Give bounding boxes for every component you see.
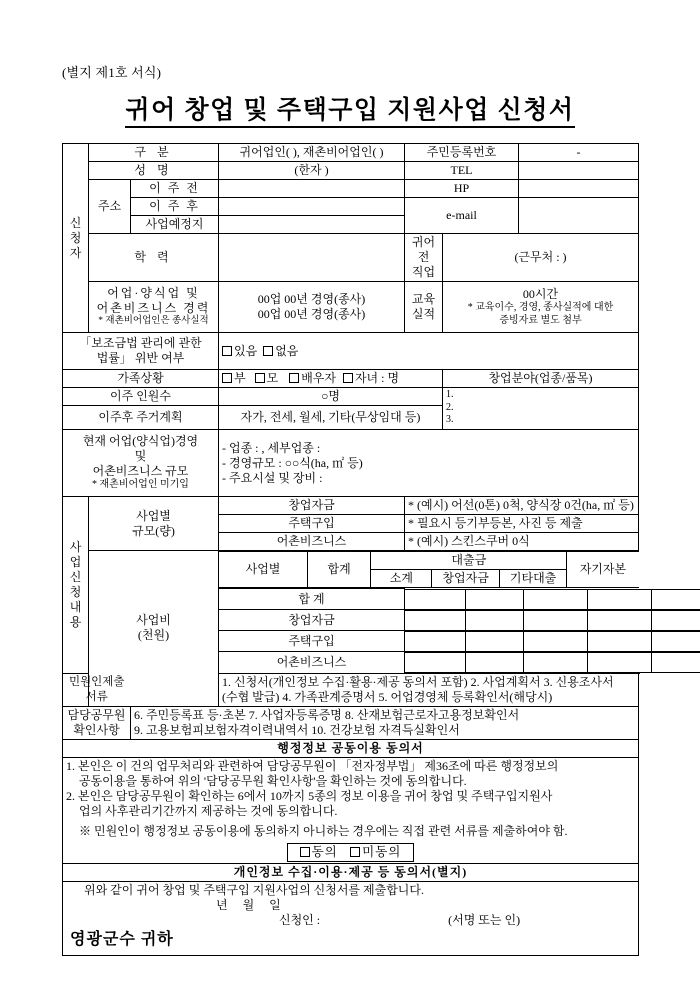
label-address-before: 이 주 전 — [131, 180, 219, 198]
checkbox-family-spouse[interactable] — [289, 373, 299, 383]
label-current-scale-line1: 현재 어업(양식업)경영 — [82, 434, 199, 449]
value-hp[interactable] — [519, 180, 639, 198]
cost-row-name-0: 합 계 — [219, 589, 405, 610]
startup-field-item-2: 2. — [446, 401, 454, 413]
table-row-admin-consent-body — [63, 757, 639, 864]
closing-block — [63, 882, 639, 956]
label-family-spouse: 배우자 — [301, 371, 336, 385]
table-row-name — [63, 162, 639, 180]
closing-statement: 위와 같이 귀어 창업 및 주택구입 지원사업의 신청서를 제출합니다. — [84, 883, 424, 898]
table-row-privacy-consent-heading — [63, 864, 639, 882]
cost-header-total: 합계 — [308, 552, 371, 588]
cost-3-own[interactable] — [651, 652, 700, 672]
checkbox-disagree[interactable] — [350, 847, 360, 857]
value-education-result[interactable] — [443, 282, 639, 333]
value-education[interactable] — [219, 234, 405, 282]
cost-header-business: 사업별 — [219, 552, 308, 588]
cost-3-startup[interactable] — [523, 652, 587, 672]
table-row-closing — [63, 882, 639, 956]
value-category[interactable]: 귀어업인( ), 재촌비어업인( ) — [219, 144, 405, 162]
label-family-father: 부 — [234, 371, 246, 385]
label-subsidy-violation — [63, 333, 219, 370]
closing-signature-note: (서명 또는 인) — [448, 913, 521, 928]
label-officer-line2: 확인사항 — [73, 722, 120, 737]
cost-row-name-3: 어촌비즈니스 — [219, 652, 405, 674]
label-current-scale-note: * 재촌비어업인 미기입 — [92, 479, 189, 491]
checkbox-subsidy-no[interactable] — [263, 346, 273, 356]
label-startup-field: 창업분야(업종/품목) — [443, 370, 639, 388]
value-email[interactable] — [519, 198, 639, 234]
admin-consent-item2-line2: 업의 사후관리기간까지 제공하는 것에 동의합니다. — [79, 803, 338, 818]
cost-1-total[interactable] — [405, 610, 465, 630]
label-housing-plan: 이주후 주거계획 — [63, 406, 219, 430]
scale-row-note-2[interactable]: * (예시) 스킨스쿠버 0식 — [405, 533, 639, 551]
cost-table — [219, 551, 639, 588]
value-move-count[interactable]: ○명 — [219, 388, 443, 406]
table-row-career — [63, 282, 639, 333]
cost-0-startup[interactable] — [523, 589, 587, 609]
cost-header-loan-other: 기타대출 — [499, 570, 566, 588]
value-officer-documents — [131, 706, 639, 739]
admin-consent-item1-line2: 공동이용을 통하여 위의 '담당공무원 확인사항'을 확인하는 것에 동의합니다. — [79, 773, 467, 788]
cost-0-total[interactable] — [405, 589, 465, 609]
value-tel[interactable] — [519, 162, 639, 180]
cost-3-other[interactable] — [587, 652, 651, 672]
table-row-family-status — [63, 370, 639, 388]
cost-3-total[interactable] — [405, 652, 465, 672]
label-education-result — [405, 282, 443, 333]
cost-value-row-2 — [405, 631, 700, 652]
label-previous-job — [405, 234, 443, 282]
label-subsidy-line2: 법률」 위반 여부 — [96, 351, 185, 365]
label-career-note: * 재촌비어업인은 종사실적 — [98, 316, 209, 327]
label-name: 성 명 — [89, 162, 219, 180]
checkbox-family-father[interactable] — [222, 373, 232, 383]
cost-2-own[interactable] — [651, 631, 700, 651]
value-subsidy-violation — [219, 333, 639, 370]
admin-consent-item2-line1: 2. 본인은 담당공무원이 확인하는 6에서 10까지 5종의 정보 이용을 귀어 창업 및 주택구입지원사 — [66, 788, 553, 803]
checkbox-family-child[interactable] — [343, 373, 353, 383]
startup-field-item-3: 3. — [446, 414, 454, 425]
cost-1-subtotal[interactable] — [465, 610, 523, 630]
consent-choice-row — [66, 839, 635, 863]
application-form-table — [62, 143, 639, 956]
table-row-education — [63, 234, 639, 282]
value-name[interactable]: (한자 ) — [219, 162, 405, 180]
value-education-note2: 증빙자료 별도 첨부 — [499, 314, 582, 326]
applicant-documents-line2: (수협 발급) 4. 가족관계증명서 5. 어업경영체 등록확인서(해당시) — [222, 689, 553, 704]
closing-applicant-label: 신청인 : — [279, 913, 321, 928]
label-scale-line1: 사업별 — [136, 508, 171, 523]
label-business-site: 사업예정지 — [131, 216, 219, 234]
label-officer-line1: 담당공무원 — [67, 707, 126, 722]
scale-row-name-2: 어촌비즈니스 — [219, 533, 405, 551]
label-subsidy-no: 없음 — [275, 343, 299, 358]
label-education-result-line2: 실적 — [411, 307, 436, 321]
table-row-subsidy-violation — [63, 333, 639, 370]
label-career-line1: 어업·양식업 및 — [107, 286, 200, 301]
value-address-before[interactable] — [219, 180, 405, 198]
application-content-label: 사 업 신 청 내 용 — [63, 497, 89, 674]
cost-0-own[interactable] — [651, 589, 700, 609]
closing-recipient: 영광군수 귀하 — [70, 931, 174, 949]
label-current-scale-line3: 어촌비즈니스 규모 — [92, 464, 189, 479]
applicant-documents-line1: 1. 신청서(개인정보 수집·활용·제공 동의서 포함) 2. 사업계획서 3. 신용조사서 — [222, 674, 614, 689]
closing-date-line[interactable]: 년 월 일 — [216, 898, 287, 913]
cost-1-startup[interactable] — [523, 610, 587, 630]
label-scale-line2: 규모(량) — [132, 523, 175, 538]
table-row-admin-consent-heading — [63, 739, 639, 757]
admin-consent-heading: 행정정보 공동이용 동의서 — [63, 739, 639, 757]
table-row-category — [63, 144, 639, 162]
current-scale-line1: - 업종 : , 세부업종 : — [222, 440, 321, 455]
current-scale-line2: - 경영규모 : ○○식(ha, ㎡ 등) — [222, 455, 363, 470]
value-resident-no[interactable]: - — [519, 144, 639, 162]
page-title — [0, 90, 700, 126]
checkbox-family-mother[interactable] — [255, 373, 265, 383]
privacy-consent-heading: 개인정보 수집·이용·제공 등 동의서(별지) — [63, 864, 639, 882]
label-education: 학 력 — [89, 234, 219, 282]
table-row-move-count — [63, 388, 639, 406]
cost-header-row-1 — [219, 552, 639, 570]
cost-header-loan-subtotal: 소계 — [371, 570, 432, 588]
table-row-officer-documents — [63, 706, 639, 739]
checkbox-subsidy-yes[interactable] — [222, 346, 232, 356]
value-family-status — [219, 370, 443, 388]
cost-values-wrapper-0 — [405, 589, 639, 610]
label-tel: TEL — [405, 162, 519, 180]
label-move-count: 이주 인원수 — [63, 388, 219, 406]
value-career[interactable] — [219, 282, 405, 333]
cost-value-row-0 — [405, 589, 700, 610]
label-category: 구 분 — [89, 144, 219, 162]
value-education-note1: * 교육이수, 경영, 종사실적에 대한 — [467, 302, 614, 313]
label-previous-job-line2: 직업 — [411, 265, 436, 279]
value-business-site[interactable] — [219, 216, 405, 234]
table-row-address-after — [63, 198, 639, 216]
label-address: 주소 — [89, 180, 131, 234]
cost-2-startup[interactable] — [523, 631, 587, 651]
label-family-mother: 모 — [266, 371, 279, 385]
startup-field-item-1: 1. — [446, 389, 454, 400]
scale-row-name-0: 창업자금 — [219, 497, 405, 515]
admin-consent-note: ※ 민원인이 행정정보 공동이용에 동의하지 아니하는 경우에는 직접 관련 서류를 제출하여야 함. — [79, 823, 568, 838]
admin-consent-item1-line1: 1. 본인은 이 건의 업무처리와 관련하여 담당공무원이 「전자정부법」 제36조에 따른 행정정보의 — [66, 758, 559, 773]
cost-table-wrapper — [219, 551, 639, 589]
label-family-status: 가족상황 — [63, 370, 219, 388]
checkbox-agree[interactable] — [300, 847, 310, 857]
value-housing-plan[interactable]: 자가, 전세, 월세, 기타(무상임대 등) — [219, 406, 443, 430]
cost-0-other[interactable] — [587, 589, 651, 609]
value-career-line1: 00업 00년 경영(종사) — [257, 292, 366, 306]
scale-row-note-1[interactable]: * 필요시 등기부등본, 사진 등 제출 — [405, 515, 639, 533]
label-agree: 동의 — [311, 844, 338, 859]
value-startup-field[interactable] — [443, 388, 639, 430]
value-career-line2: 00업 00년 경영(종사) — [257, 307, 366, 321]
page-title-text: 귀어 창업 및 주택구입 지원사업 신청서 — [125, 97, 574, 128]
value-current-scale[interactable] — [219, 430, 639, 497]
label-current-scale — [63, 430, 219, 497]
value-education-hours: 00시간 — [522, 287, 559, 301]
current-scale-line3: - 주요시설 및 장비 : — [222, 470, 323, 485]
table-row-address-before — [63, 180, 639, 198]
cost-header-loan-startup: 창업자금 — [432, 570, 499, 588]
scale-row-note-0[interactable]: * (예시) 어선(0톤) 0척, 양식장 0건(ha, ㎡ 등) — [405, 497, 639, 515]
admin-consent-body — [63, 757, 639, 864]
label-officer-documents — [63, 706, 131, 739]
cost-1-other[interactable] — [587, 610, 651, 630]
cost-row-name-1: 창업자금 — [219, 610, 405, 631]
label-subsidy-yes: 있음 — [234, 343, 258, 358]
cost-values-wrapper-2 — [405, 631, 639, 652]
label-previous-job-line1: 귀어전 — [411, 235, 436, 264]
value-workplace[interactable]: (근무처 : ) — [443, 234, 639, 282]
cost-1-own[interactable] — [651, 610, 700, 630]
label-resident-no: 주민등록번호 — [405, 144, 519, 162]
label-education-result-line1: 교육 — [411, 292, 436, 306]
label-email: e-mail — [405, 198, 519, 234]
cost-0-subtotal[interactable] — [465, 589, 523, 609]
cost-values-wrapper-1 — [405, 610, 639, 631]
cost-2-subtotal[interactable] — [465, 631, 523, 651]
label-current-scale-line2: 및 — [134, 449, 147, 464]
label-cost-line1: 사업비 — [136, 613, 171, 628]
label-scale-by-business — [89, 497, 219, 551]
consent-choice-box — [287, 843, 415, 863]
cost-3-subtotal[interactable] — [465, 652, 523, 672]
label-applicant-documents: 민원인제출서류 — [63, 673, 131, 706]
label-career-line2: 어촌비즈니스 경력 — [96, 301, 211, 316]
closing-applicant-row — [66, 913, 635, 928]
form-number: (별지 제1호 서식) — [62, 65, 162, 80]
table-row-current-scale — [63, 430, 639, 497]
table-row-cost-header — [63, 551, 639, 589]
label-cost-line2: (천원) — [137, 628, 170, 643]
label-family-child: 자녀 : 명 — [354, 371, 400, 385]
table-row-scale-startup-fund — [63, 497, 639, 515]
label-hp: HP — [405, 180, 519, 198]
cost-row-name-2: 주택구입 — [219, 631, 405, 652]
cost-2-total[interactable] — [405, 631, 465, 651]
scale-row-name-1: 주택구입 — [219, 515, 405, 533]
cost-value-row-1 — [405, 610, 700, 631]
cost-2-other[interactable] — [587, 631, 651, 651]
officer-documents-line2: 9. 고용보험피보험자격이력내역서 10. 건강보험 자격득실확인서 — [134, 722, 460, 737]
cost-header-loan: 대출금 — [371, 552, 567, 570]
officer-documents-line1: 6. 주민등록표 등·초본 7. 사업자등록증명 8. 산재보험근로자고용정보확인서 — [134, 707, 520, 722]
value-applicant-documents — [219, 673, 639, 706]
value-address-after[interactable] — [219, 198, 405, 216]
cost-values-wrapper-3 — [405, 652, 639, 674]
label-address-after: 이 주 후 — [131, 198, 219, 216]
applicant-section-label: 신 청 자 — [63, 144, 89, 333]
label-career — [89, 282, 219, 333]
label-subsidy-line1: 「보조금법 관리에 관한 — [79, 336, 202, 350]
cost-header-own-capital: 자기자본 — [567, 552, 639, 588]
label-disagree: 미동의 — [362, 844, 402, 859]
cost-value-row-3 — [405, 652, 700, 673]
